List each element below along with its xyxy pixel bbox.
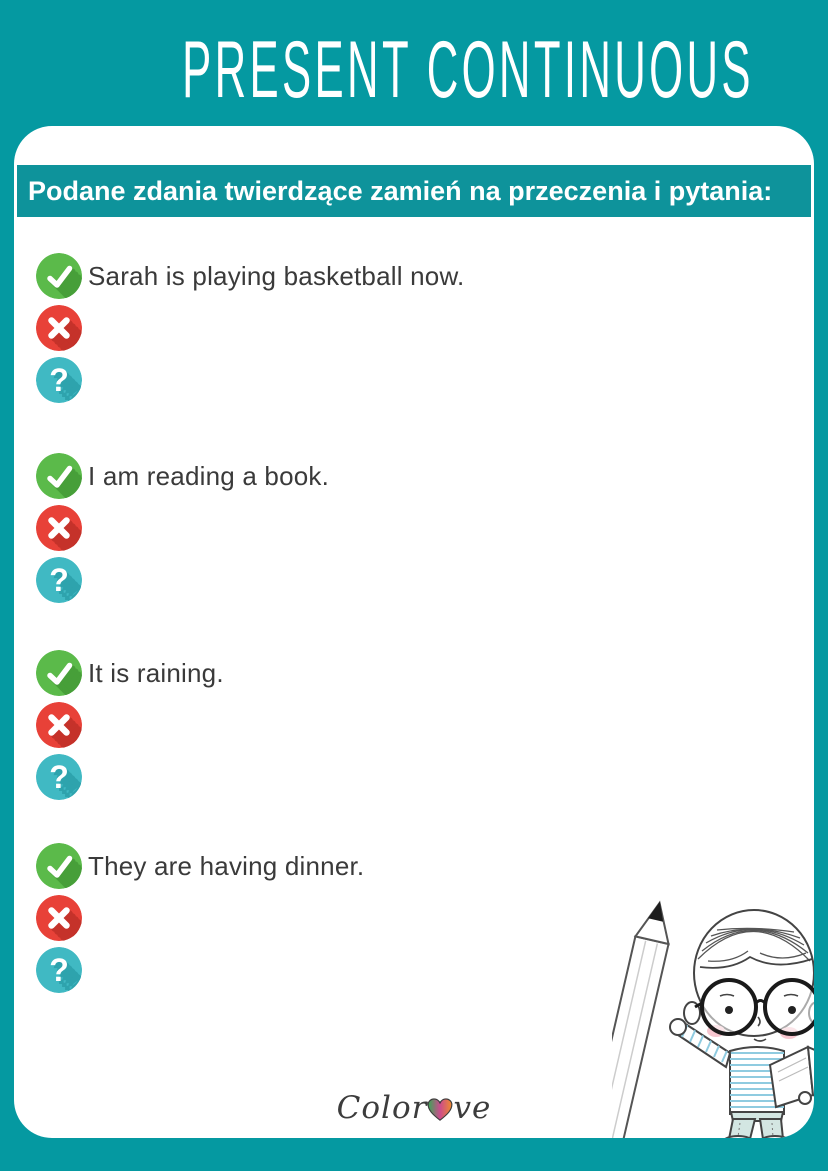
page-title: PRESENT CONTINUOUS — [182, 23, 754, 115]
worksheet-card — [14, 126, 814, 1138]
question-icon — [36, 557, 82, 603]
check-icon — [36, 253, 82, 299]
check-icon — [36, 650, 82, 696]
exercise-4-sentence: They are having dinner. — [88, 851, 365, 881]
cross-icon — [36, 505, 82, 551]
exercise-2-negative-answer-space — [88, 505, 738, 551]
exercise-2-icons — [36, 453, 82, 603]
exercise-1 — [36, 253, 776, 413]
brand-logo — [14, 1090, 814, 1126]
exercise-3 — [36, 650, 776, 810]
logo-text-before: Color — [336, 1090, 428, 1126]
exercise-1-sentence: Sarah is playing basketball now. — [88, 261, 465, 291]
exercise-4-icons — [36, 843, 82, 993]
heart-icon — [427, 1098, 453, 1122]
exercise-2-question-answer-space — [88, 557, 738, 603]
exercise-2-sentence: I am reading a book. — [88, 461, 330, 491]
check-icon — [36, 453, 82, 499]
exercise-3-negative-answer-space — [88, 702, 738, 748]
exercise-2 — [36, 453, 776, 613]
cross-icon — [36, 305, 82, 351]
question-icon — [36, 357, 82, 403]
instruction-bar: Podane zdania twierdzące zamień na przeczenia i pytania: — [17, 165, 811, 217]
exercise-3-question-answer-space — [88, 754, 738, 800]
question-icon — [36, 947, 82, 993]
question-icon — [36, 754, 82, 800]
exercise-1-icons — [36, 253, 82, 403]
exercise-1-negative-answer-space — [88, 305, 738, 351]
exercise-3-icons — [36, 650, 82, 800]
exercise-1-question-answer-space — [88, 357, 738, 403]
cross-icon — [36, 702, 82, 748]
logo-text-after: ve — [453, 1090, 492, 1126]
check-icon — [36, 843, 82, 889]
cross-icon — [36, 895, 82, 941]
exercise-3-sentence: It is raining. — [88, 658, 224, 688]
